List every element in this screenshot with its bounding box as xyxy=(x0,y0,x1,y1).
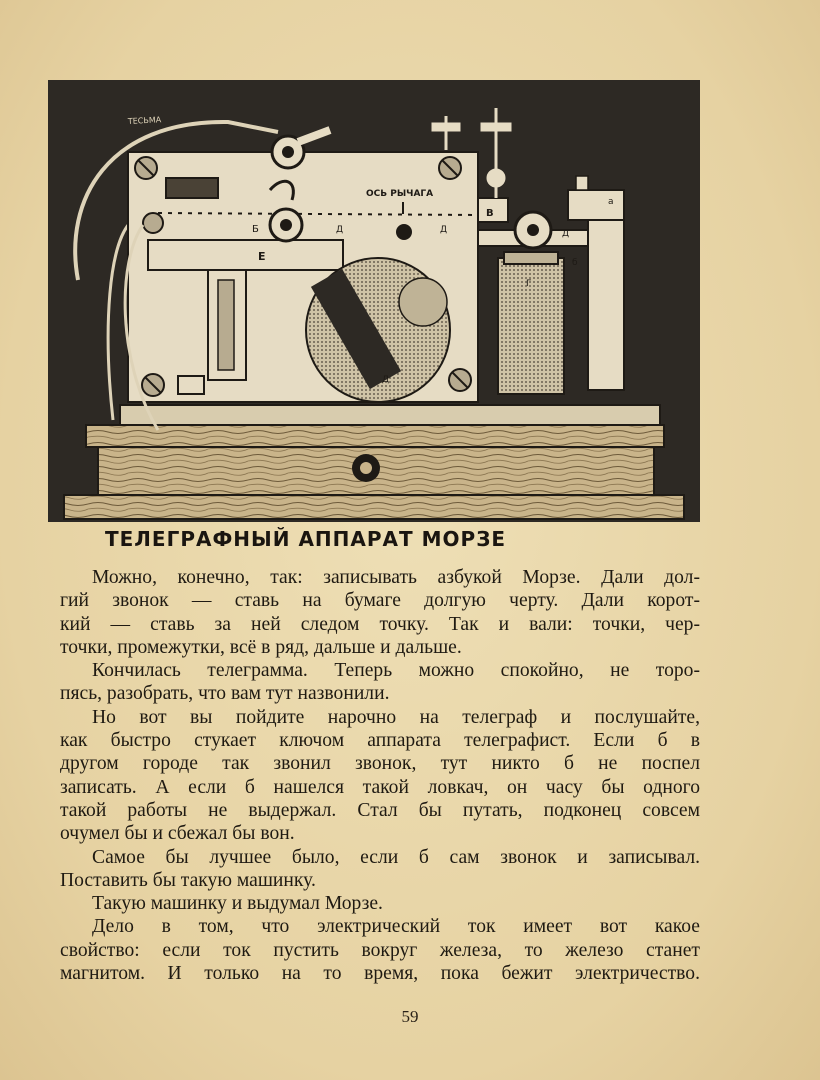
label-os-rychaga: ОСЬ РЫЧАГА xyxy=(366,189,434,199)
text-line: пясь, разобрать, что вам тут назвонили. xyxy=(60,683,390,705)
figure-caption: ТЕЛЕГРАФНЫЙ АППАРАТ МОРЗЕ xyxy=(105,527,507,551)
label-d-3: Д xyxy=(382,375,390,385)
text-line: как быстро стукает ключом аппарата телеграфист. Если б в xyxy=(60,730,700,752)
text-line: Но вот вы пойдите нарочно на телеграф и послушайте, xyxy=(92,706,700,728)
morse-apparatus-drawing xyxy=(48,80,700,522)
text-line: магнитом. И только на то время, пока бежит электричество. xyxy=(60,963,700,985)
morse-apparatus-illustration xyxy=(48,80,700,522)
label-d-1: Д xyxy=(336,225,344,235)
label-b: Б xyxy=(252,224,259,235)
text-line: Такую машинку и выдумал Морзе. xyxy=(92,893,383,915)
label-tesma: ТЕСЬМА xyxy=(127,115,162,126)
text-line: такой работы не выдержал. Стал бы путать, подконец совсем xyxy=(60,799,700,821)
text-line: записать. А если б нашелся такой ловкач, он часу бы одного xyxy=(60,776,700,798)
label-g: Г xyxy=(526,279,532,289)
text-line: очумел бы и сбежал бы вон. xyxy=(60,823,295,845)
label-e: Е xyxy=(258,250,266,263)
text-line: кий — ставь за ней следом точку. Так и вали: точки, чер- xyxy=(60,613,700,635)
page-number: 59 xyxy=(401,1007,419,1026)
label-d-4: Д xyxy=(562,229,570,239)
label-b-small: б xyxy=(572,258,578,268)
text-line: Поставить бы такую машинку. xyxy=(60,869,316,891)
text-line: другом городе так звонил звонок, тут никто б не поспел xyxy=(60,753,700,775)
label-d-2: Д xyxy=(440,225,448,235)
label-a: а xyxy=(608,197,614,207)
text-line: Самое бы лучшее было, если б сам звонок и записывал. xyxy=(92,846,700,868)
text-line: гий звонок — ставь на бумаге долгую черту. Дали корот- xyxy=(60,590,700,612)
body-text xyxy=(60,566,700,985)
text-line: свойство: если ток пустить вокруг железа, то железо станет xyxy=(60,939,700,961)
text-line: Дело в том, что электрический ток имеет вот какое xyxy=(92,916,700,938)
text-line: Кончилась телеграмма. Теперь можно спокойно, не торо- xyxy=(92,660,700,682)
text-line: Можно, конечно, так: записывать азбукой Морзе. Дали дол- xyxy=(92,567,700,588)
label-v: В xyxy=(486,208,494,219)
text-line: точки, промежутки, всё в ряд, дальше и дальше. xyxy=(60,636,462,658)
